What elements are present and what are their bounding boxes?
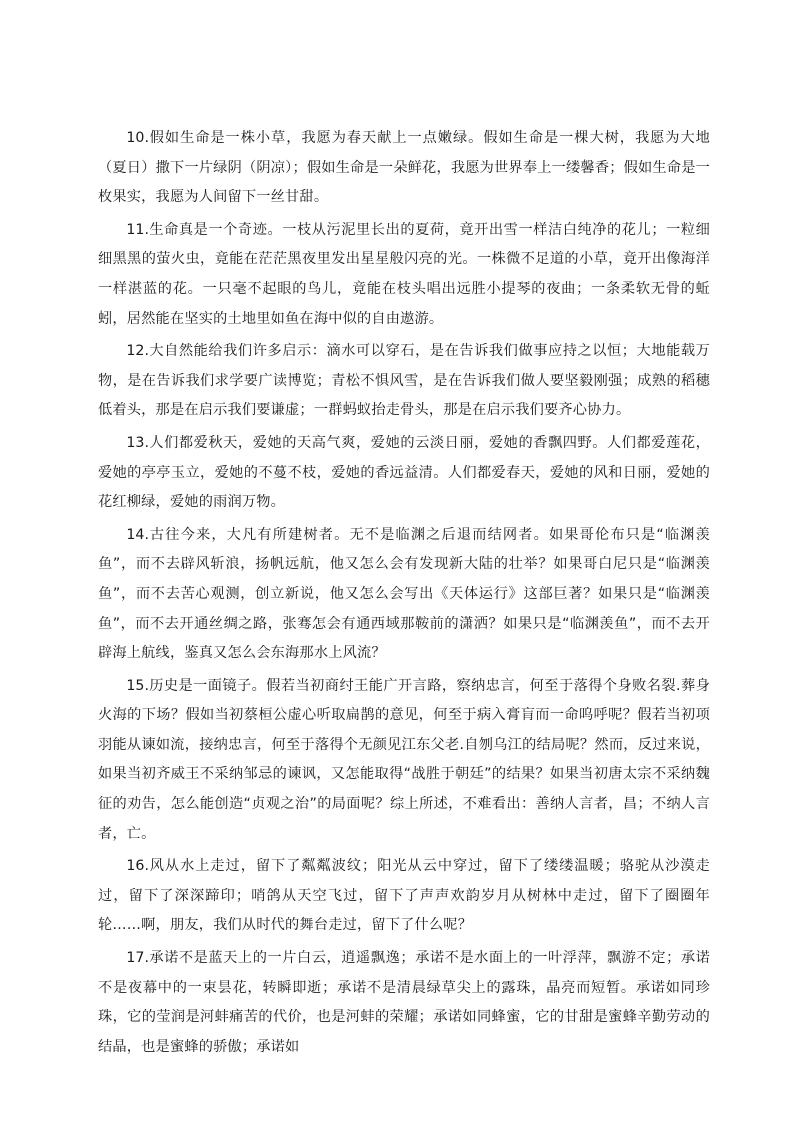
paragraph-17 [98, 944, 710, 1062]
paragraph-number: 16. [126, 858, 149, 875]
paragraph-text: 人们都爱秋天，爱她的天高气爽，爱她的云淡日丽，爱她的香飘四野。人们都爱莲花，爱她的亭亭玉立，爱她的不蔓不枝，爱她的香远益清。人们都爱春天，爱她的风和日丽，爱她的花红柳绿，爱她的雨润万物。 [98, 434, 710, 511]
paragraph-10 [98, 124, 710, 213]
paragraph-number: 17. [126, 950, 149, 967]
paragraph-14 [98, 521, 710, 669]
paragraph-number: 15. [126, 677, 149, 694]
paragraph-number: 13. [126, 434, 149, 451]
paragraph-text: 承诺不是蓝天上的一片白云，逍遥飘逸；承诺不是水面上的一叶浮萍，飘游不定；承诺不是夜幕中的一束昙花，转瞬即逝；承诺不是清晨绿草尖上的露珠，晶亮而短暂。承诺如同珍珠，它的莹润是河蚌痛苦的代价，也是河蚌的荣耀；承诺如同蜂蜜，它的甘甜是蜜蜂辛勤劳动的结晶，也是蜜蜂的骄傲；承诺如 [98, 950, 710, 1055]
paragraph-text: 假如生命是一株小草，我愿为春天献上一点嫩绿。假如生命是一棵大树，我愿为大地（夏日）撒下一片绿阴（阴凉）；假如生命是一朵鲜花，我愿为世界奉上一缕馨香；假如生命是一枚果实，我愿为人间留下一丝甘甜。 [98, 130, 710, 206]
paragraph-number: 10. [126, 130, 149, 146]
paragraph-15 [98, 672, 710, 850]
paragraph-number: 11. [126, 221, 149, 238]
paragraph-text: 生命真是一个奇迹。一枝从污泥里长出的夏荷，竟开出雪一样洁白纯净的花儿；一粒细细黑黑的萤火虫，竟能在茫茫黑夜里发出星星般闪亮的光。一株微不足道的小草，竟开出像海洋一样湛蓝的花。一只毫不起眼的鸟儿，竟能在枝头唱出远胜小提琴的夜曲；一条柔软无骨的蚯蚓，居然能在坚实的土地里如鱼在海中似的自由遨游。 [98, 221, 710, 327]
paragraph-13 [98, 429, 710, 518]
paragraph-12 [98, 337, 710, 426]
paragraph-number: 12. [126, 343, 149, 360]
paragraph-text: 古往今来，大凡有所建树者。无不是临渊之后退而结网者。如果哥伦布只是“临渊羡鱼”，而不去辟风斩浪，扬帆远航，他又怎么会有发现新大陆的壮举？如果哥白尼只是“临渊羡鱼”，而不去苦心观测，创立新说，他又怎么会写出《天体运行》这部巨著？如果只是“临渊羡鱼”，而不去开通丝绸之路，张骞怎会有通西域那鞍前的潇洒？如果只是“临渊羡鱼”，而不去开辟海上航线，鉴真又怎么会东海那水上风流？ [98, 526, 710, 662]
paragraph-number: 14. [126, 526, 149, 543]
paragraph-text: 风从水上走过，留下了粼粼波纹；阳光从云中穿过，留下了缕缕温暖；骆驼从沙漠走过，留下了深深蹄印；哨鸽从天空飞过，留下了声声欢韵岁月从树林中走过，留下了圈圈年轮……啊，朋友，我们从时代的舞台走过，留下了什么呢？ [98, 858, 710, 934]
document-body [98, 124, 710, 1065]
paragraph-16 [98, 852, 710, 941]
paragraph-text: 大自然能给我们许多启示：滴水可以穿石，是在告诉我们做事应持之以恒；大地能载万物，是在告诉我们求学要广读博览；青松不惧风雪，是在告诉我们做人要坚毅刚强；成熟的稻穗低着头，那是在启示我们要谦虚；一群蚂蚁抬走骨头，那是在启示我们要齐心协力。 [98, 343, 710, 419]
paragraph-text: 历史是一面镜子。假若当初商纣王能广开言路，察纳忠言，何至于落得个身败名裂.葬身火海的下场？假如当初蔡桓公虚心听取扁鹊的意见，何至于病入膏肓而一命呜呼呢？假若当初项羽能从谏如流，接纳忠言，何至于落得个无颜见江东父老.自刎乌江的结局呢？然而，反过来说，如果当初齐威王不采纳邹忌的谏讽，又怎能取得“战胜于朝廷”的结果？如果当初唐太宗不采纳魏征的劝告，怎么能创造“贞观之治”的局面呢？综上所述，不难看出：善纳人言者，昌；不纳人言者，亡。 [98, 677, 710, 842]
paragraph-11 [98, 216, 710, 334]
